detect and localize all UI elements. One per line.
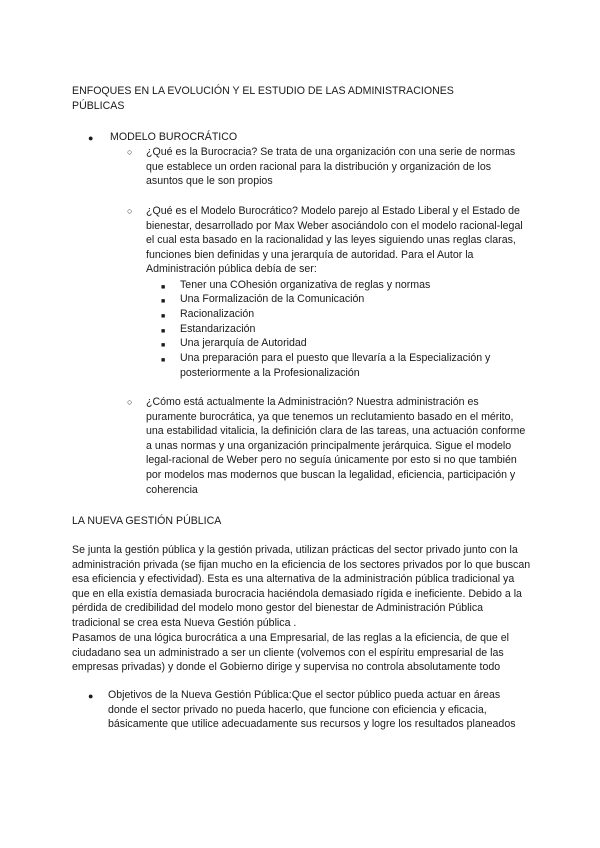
question-modelo: ¿Qué es el Modelo Burocrático? Modelo parejo al Estado Liberal y el Estado de bienestar, desarrollado por Max Weber asociándolo con el modelo racional-legal el cual esta basado en la racionalidad y las leyes siguiendo unas reglas claras, funciones bien definidas y una jerarquía de autoridad. Para el Autor la Administración pública debía de ser: (146, 205, 523, 276)
list-item: Racionalización (180, 308, 255, 320)
bullet-square-icon: ■ (161, 342, 166, 349)
paragraph-ngp-1: Se junta la gestión pública y la gestión privada, utilizan prácticas del sector privado junto con la administración privada (se fijan mucho en la eficiencia de los sectores privados por lo que buscan esa eficiencia y efectividad). Esta es una alternativa de la administración pública tradicional ya que en ella existía demasiada burocracia haciéndola demasiado rígida e ineficiente. Debido a la pérdida de credibilidad del modelo mono gestor del bienestar de Administración Pública tradicional se crea esta Nueva Gestión pública . (72, 544, 531, 629)
bullet-disc-icon: ● (88, 691, 94, 701)
question-actualidad: ¿Cómo está actualmente la Administración? Nuestra administración es puramente burocrática, ya que tenemos un reclutamiento basado en el mérito, una estabilidad vitalicia, la definición clara de las tareas, una actuación conforme a unas normas y una organización principalmente jerárquica. Sigue el modelo legal-racional de Weber pero no seguía únicamente por esto si no que también por modelos mas modernos que buscan la legalidad, eficiencia, participación y coherencia (146, 396, 526, 496)
list-item: Una Formalización de la Comunicación (180, 293, 365, 305)
section-bullet-modelo: MODELO BUROCRÁTICO (110, 131, 238, 143)
bullet-square-icon: ■ (161, 328, 166, 335)
bullet-circle-icon: ○ (127, 397, 133, 407)
bullet-circle-icon: ○ (127, 147, 133, 157)
bullet-square-icon: ■ (161, 357, 166, 364)
bullet-disc-icon: ● (88, 133, 94, 143)
document-title: ENFOQUES EN LA EVOLUCIÓN Y EL ESTUDIO DE LAS ADMINISTRACIONES PÚBLICAS (72, 85, 454, 112)
bullet-circle-icon: ○ (127, 206, 133, 216)
section-heading-ngp: LA NUEVA GESTIÓN PÚBLICA (72, 515, 222, 527)
bullet-square-icon: ■ (161, 284, 166, 291)
question-burocracia: ¿Qué es la Burocracia? Se trata de una organización con una serie de normas que establece un orden racional para la distribución y organización de los asuntos que le son propios (146, 146, 516, 188)
bullet-square-icon: ■ (161, 313, 166, 320)
list-item: Una preparación para el puesto que llevaría a la Especialización y posteriormente a la Profesionalización (180, 352, 491, 379)
list-item: Una jerarquía de Autoridad (180, 337, 307, 349)
list-item: Tener una COhesión organizativa de reglas y normas (180, 279, 431, 291)
objetivos-bullet: Objetivos de la Nueva Gestión Pública:Que el sector público pueda actuar en áreas donde el sector privado no pueda hacerlo, que funcione con eficiencia y eficacia, básicamente que utilice adecuadamente sus recursos y logre los resultados planeados (108, 689, 516, 731)
bullet-square-icon: ■ (161, 298, 166, 305)
paragraph-ngp-2: Pasamos de una lógica burocrática a una Empresarial, de las reglas a la eficiencia, de que el ciudadano sea un administrado a ser un cliente (volvemos con el espíritu empresarial de las empresas privadas) y donde el Gobierno dirige y supervisa no controla absolutamente todo (72, 632, 509, 674)
list-item: Estandarización (180, 323, 256, 335)
